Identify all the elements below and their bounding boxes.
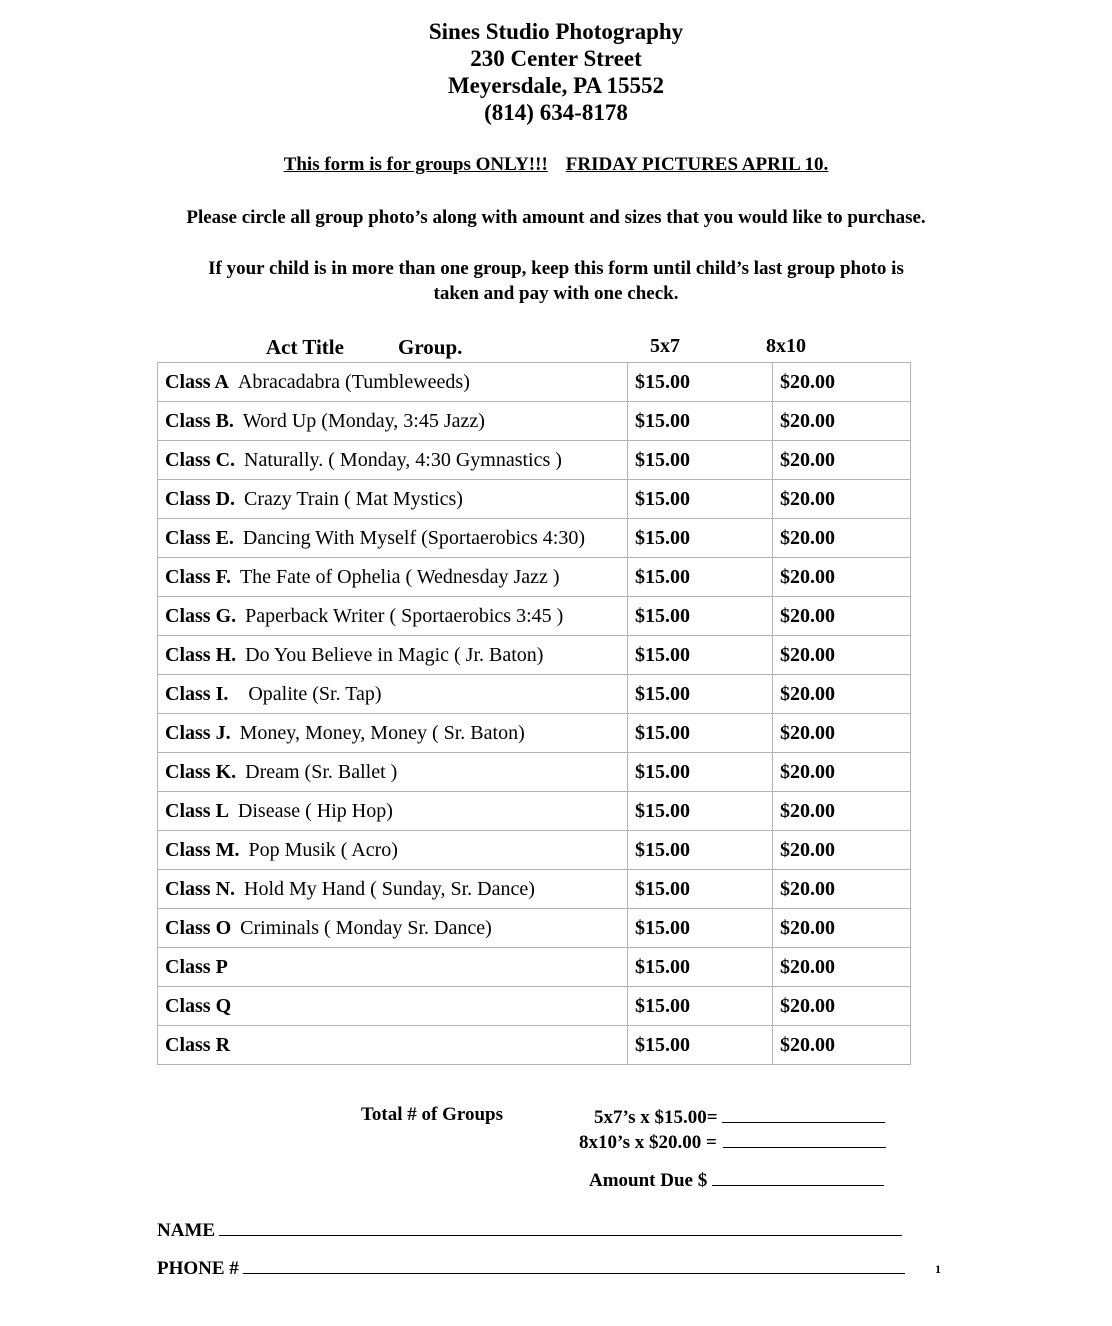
price-5x7[interactable]: $15.00	[628, 675, 773, 714]
price-8x10[interactable]: $20.00	[773, 870, 911, 909]
act-cell[interactable]	[158, 597, 628, 636]
act-cell[interactable]	[158, 558, 628, 597]
group-order-table	[157, 362, 911, 1065]
class-label: Class E.	[165, 526, 234, 549]
act-title: Dream (Sr. Ballet )	[245, 760, 398, 783]
table-row	[158, 792, 911, 831]
group-order-rows	[158, 363, 911, 1065]
header-group: Group.	[398, 335, 463, 359]
header-5x7: 5x7	[650, 335, 680, 357]
name-label: NAME	[157, 1220, 216, 1241]
act-cell[interactable]	[158, 1026, 628, 1065]
groups-only-notice: This form is for groups ONLY!!!	[283, 154, 548, 175]
table-row	[158, 519, 911, 558]
total-8x10-row	[579, 1129, 886, 1154]
price-5x7[interactable]: $15.00	[628, 909, 773, 948]
act-title: Disease ( Hip Hop)	[237, 799, 393, 822]
price-5x7[interactable]: $15.00	[628, 948, 773, 987]
total-5x7-blank[interactable]	[722, 1104, 885, 1123]
act-title: Criminals ( Monday Sr. Dance)	[240, 916, 492, 939]
class-label: Class J.	[165, 721, 231, 744]
act-title: Dancing With Myself (Sportaerobics 4:30)	[242, 526, 585, 549]
amount-due-row	[589, 1167, 884, 1192]
studio-phone: (814) 634-8178	[484, 100, 628, 125]
class-label: Class O	[165, 916, 232, 939]
amount-due-blank[interactable]	[712, 1167, 884, 1186]
act-cell[interactable]	[158, 636, 628, 675]
class-label: Class A	[165, 370, 229, 393]
act-cell[interactable]	[158, 948, 628, 987]
table-row	[158, 753, 911, 792]
act-cell[interactable]	[158, 870, 628, 909]
act-title: Opalite (Sr. Tap)	[248, 682, 382, 705]
table-row	[158, 909, 911, 948]
act-cell[interactable]	[158, 519, 628, 558]
act-cell[interactable]	[158, 987, 628, 1026]
table-row	[158, 870, 911, 909]
class-label: Class H.	[165, 643, 237, 666]
act-title: Paperback Writer ( Sportaerobics 3:45 )	[245, 604, 564, 627]
price-5x7[interactable]: $15.00	[628, 480, 773, 519]
class-label: Class M.	[165, 838, 240, 861]
total-5x7-label: 5x7’s x $15.00=	[594, 1107, 718, 1128]
class-label: Class D.	[165, 487, 236, 510]
class-label: Class Q	[165, 994, 232, 1017]
amount-due-label: Amount Due $	[589, 1170, 708, 1191]
phone-row	[157, 1255, 905, 1280]
phone-label: PHONE #	[157, 1258, 239, 1279]
class-label: Class I.	[165, 682, 229, 705]
class-label: Class B.	[165, 409, 234, 432]
price-5x7[interactable]: $15.00	[628, 558, 773, 597]
price-5x7[interactable]: $15.00	[628, 987, 773, 1026]
instruction-circle: Please circle all group photo’s along with amount and sizes that you would like to purchase.	[186, 207, 926, 228]
act-cell[interactable]	[158, 753, 628, 792]
header-8x10: 8x10	[766, 335, 806, 357]
price-5x7[interactable]: $15.00	[628, 714, 773, 753]
price-8x10[interactable]: $20.00	[773, 363, 911, 402]
price-8x10[interactable]: $20.00	[773, 714, 911, 753]
price-8x10[interactable]: $20.00	[773, 480, 911, 519]
price-5x7[interactable]: $15.00	[628, 792, 773, 831]
price-8x10[interactable]: $20.00	[773, 753, 911, 792]
price-8x10[interactable]: $20.00	[773, 519, 911, 558]
price-8x10[interactable]: $20.00	[773, 597, 911, 636]
price-8x10[interactable]: $20.00	[773, 1026, 911, 1065]
price-5x7[interactable]: $15.00	[628, 753, 773, 792]
price-5x7[interactable]: $15.00	[628, 1026, 773, 1065]
price-5x7[interactable]: $15.00	[628, 597, 773, 636]
act-cell[interactable]	[158, 909, 628, 948]
studio-name: Sines Studio Photography	[428, 19, 684, 44]
table-row	[158, 987, 911, 1026]
name-blank[interactable]	[219, 1217, 902, 1236]
act-cell[interactable]	[158, 441, 628, 480]
price-8x10[interactable]: $20.00	[773, 909, 911, 948]
table-row	[158, 363, 911, 402]
price-5x7[interactable]: $15.00	[628, 402, 773, 441]
price-8x10[interactable]: $20.00	[773, 792, 911, 831]
name-row	[157, 1217, 902, 1242]
studio-street: 230 Center Street	[470, 46, 642, 71]
table-row	[158, 1026, 911, 1065]
price-8x10[interactable]: $20.00	[773, 558, 911, 597]
class-label: Class G.	[165, 604, 237, 627]
price-8x10[interactable]: $20.00	[773, 948, 911, 987]
act-cell[interactable]	[158, 792, 628, 831]
act-cell[interactable]	[158, 831, 628, 870]
table-row	[158, 558, 911, 597]
table-row	[158, 675, 911, 714]
act-title: Abracadabra (Tumbleweeds)	[237, 370, 470, 393]
act-cell[interactable]	[158, 675, 628, 714]
class-label: Class L	[165, 799, 229, 822]
price-8x10[interactable]: $20.00	[773, 441, 911, 480]
act-title: Do You Believe in Magic ( Jr. Baton)	[245, 643, 544, 666]
class-label: Class R	[165, 1033, 231, 1056]
price-8x10[interactable]: $20.00	[773, 987, 911, 1026]
act-title: Word Up (Monday, 3:45 Jazz)	[242, 409, 485, 432]
phone-blank[interactable]	[243, 1255, 905, 1274]
table-row	[158, 636, 911, 675]
table-row	[158, 441, 911, 480]
picture-day-notice: FRIDAY PICTURES APRIL 10.	[565, 154, 829, 175]
price-5x7[interactable]: $15.00	[628, 870, 773, 909]
table-row	[158, 480, 911, 519]
table-row	[158, 831, 911, 870]
total-8x10-label: 8x10’s x $20.00 =	[579, 1132, 717, 1153]
total-5x7-row	[594, 1104, 885, 1129]
total-8x10-blank[interactable]	[723, 1129, 886, 1148]
class-label: Class N.	[165, 877, 236, 900]
total-groups-label: Total # of Groups	[361, 1104, 504, 1125]
price-8x10[interactable]: $20.00	[773, 636, 911, 675]
price-5x7[interactable]: $15.00	[628, 363, 773, 402]
instruction-multiple-groups-1: If your child is in more than one group, keep this form until child’s last group photo is	[208, 258, 904, 279]
act-title: Money, Money, Money ( Sr. Baton)	[239, 721, 525, 744]
header-act-title: Act Title	[266, 335, 344, 359]
price-5x7[interactable]: $15.00	[628, 519, 773, 558]
price-5x7[interactable]: $15.00	[628, 441, 773, 480]
price-8x10[interactable]: $20.00	[773, 831, 911, 870]
class-label: Class K.	[165, 760, 237, 783]
price-5x7[interactable]: $15.00	[628, 831, 773, 870]
price-8x10[interactable]: $20.00	[773, 675, 911, 714]
act-title: Crazy Train ( Mat Mystics)	[244, 487, 463, 510]
act-cell[interactable]	[158, 714, 628, 753]
table-row	[158, 948, 911, 987]
act-title: Pop Musik ( Acro)	[248, 838, 398, 861]
table-row	[158, 402, 911, 441]
act-title: The Fate of Ophelia ( Wednesday Jazz )	[239, 565, 560, 588]
notice-line	[0, 154, 1112, 176]
act-cell[interactable]	[158, 402, 628, 441]
price-5x7[interactable]: $15.00	[628, 636, 773, 675]
instruction-multiple-groups-2: taken and pay with one check.	[433, 283, 679, 304]
act-title: Naturally. ( Monday, 4:30 Gymnastics )	[244, 448, 562, 471]
act-cell[interactable]	[158, 363, 628, 402]
table-row	[158, 714, 911, 753]
page-number: 1	[935, 1262, 941, 1276]
studio-city: Meyersdale, PA 15552	[447, 73, 665, 98]
class-label: Class P	[165, 955, 228, 978]
act-cell[interactable]	[158, 480, 628, 519]
class-label: Class C.	[165, 448, 236, 471]
table-row	[158, 597, 911, 636]
class-label: Class F.	[165, 565, 231, 588]
price-8x10[interactable]: $20.00	[773, 402, 911, 441]
act-title: Hold My Hand ( Sunday, Sr. Dance)	[244, 877, 535, 900]
